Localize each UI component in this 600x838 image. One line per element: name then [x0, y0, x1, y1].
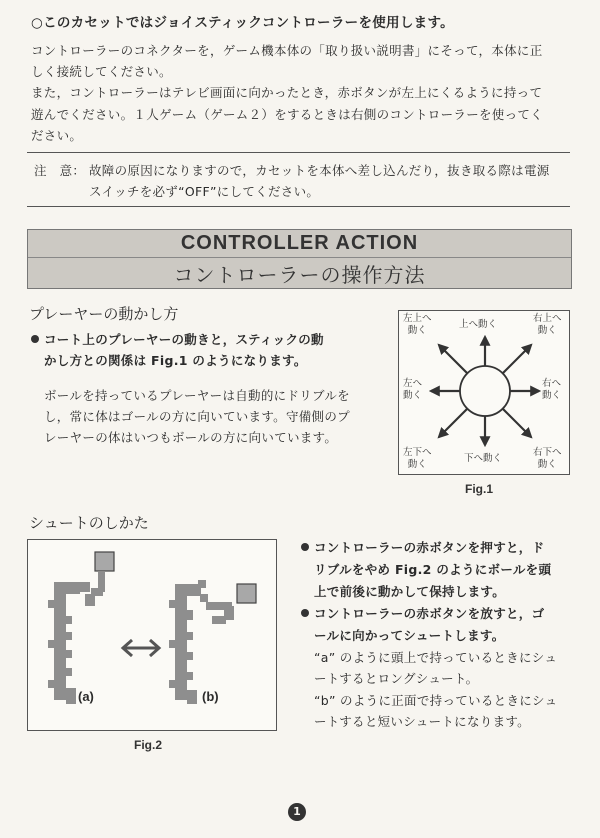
shoot-b-line-1: “b” のように正面で持っているときにシュ — [314, 693, 558, 708]
arrow-up-right — [503, 345, 531, 373]
arrow-down-left — [439, 409, 467, 437]
intro-line-3: また，コントローラーはテレビ画面に向かったとき，赤ボタンが左上にくるように持って — [31, 85, 543, 100]
player-section-heading: プレーヤーの動かし方 — [29, 305, 179, 323]
intro-line-5: ださい。 — [31, 128, 83, 143]
stick-center-circle — [460, 366, 510, 416]
player-b — [169, 580, 234, 704]
caution-top-rule — [27, 152, 570, 153]
arrow-up-left — [439, 345, 467, 373]
fig2-label-a: (a) — [78, 689, 94, 704]
fig1-caption: Fig.1 — [465, 482, 494, 496]
shoot-bullet1-line-3: 上で前後に動かして保持します。 — [314, 584, 506, 599]
fig2-diagram — [27, 539, 277, 731]
page-number: 1 — [288, 803, 306, 821]
intro-line-1: コントローラーのコネクターを，ゲーム機本体の「取り扱い説明書」にそって，本体に正 — [31, 43, 543, 58]
label-left: 左へ 動く — [403, 378, 423, 401]
label-down-left: 左下へ 動く — [403, 447, 432, 470]
shoot-bullet1-line-2: リブルをやめ Fig.2 のようにボールを頭 — [314, 562, 552, 577]
fig1-diagram — [398, 310, 570, 475]
bullet-icon — [301, 543, 309, 551]
shoot-bullet1-line-1: コントローラーの赤ボタンを押すと，ド — [301, 537, 544, 558]
player-bullet-line-2: かし方との関係は Fig.1 のようになります。 — [44, 353, 307, 368]
label-right: 右へ 動く — [542, 378, 562, 401]
shoot-section-heading: シュートのしかた — [29, 514, 149, 532]
arrow-down-right — [503, 409, 531, 437]
caution-line-2: スイッチを必ず“OFF”にしてください。 — [89, 184, 320, 199]
banner-divider — [28, 257, 571, 258]
shoot-bullet2-line-2: ールに向かってシュートします。 — [314, 628, 505, 643]
bullet-icon — [31, 335, 39, 343]
player-bullet-line-1: コート上のプレーヤーの動きと，スティックの動 — [31, 329, 324, 350]
shoot-b-line-2: ートすると短いシュートになります。 — [314, 714, 530, 729]
player-para-line-1: ボールを持っているプレーヤーは自動的にドリブルを — [44, 388, 350, 403]
label-up-right: 右上へ 動く — [533, 313, 562, 336]
banner-title-jp: コントローラーの操作方法 — [173, 263, 426, 287]
double-arrow — [123, 640, 159, 656]
caution-label: 注 意： — [34, 163, 86, 178]
player-para-line-3: レーヤーの体はいつもボールの方に向いています。 — [44, 430, 338, 445]
label-down: 下へ動く — [464, 453, 503, 464]
label-up: 上へ動く — [459, 319, 498, 330]
label-up-left: 左上へ 動く — [403, 313, 432, 336]
player-a — [48, 572, 105, 704]
ball-b — [237, 584, 256, 603]
shoot-a-line-1: “a” のように頭上で持っているときにシュ — [314, 650, 558, 665]
shoot-a-line-2: ートするとロングシュート。 — [314, 671, 479, 686]
section-banner — [27, 229, 572, 289]
player-para-line-2: し，常に体はゴールの方に向いています。守備側のプ — [44, 409, 350, 424]
ball-a — [95, 552, 114, 571]
fig2-caption: Fig.2 — [134, 738, 163, 752]
bullet-icon — [301, 609, 309, 617]
intro-line-2: しく接続してください。 — [31, 64, 172, 79]
intro-headline: ○このカセットではジョイスティックコントローラーを使用します。 — [31, 15, 454, 31]
banner-title-en: CONTROLLER ACTION — [180, 232, 419, 254]
shoot-bullet2-line-1: コントローラーの赤ボタンを放すと，ゴ — [301, 603, 544, 624]
label-down-right: 右下へ 動く — [533, 447, 562, 470]
fig2-label-b: (b) — [202, 689, 219, 704]
caution-bottom-rule — [27, 206, 570, 207]
fig2-graphic — [28, 540, 276, 730]
caution-line-1: 故障の原因になりますので，カセットを本体へ差し込んだり，抜き取る際は電源 — [89, 163, 550, 178]
intro-line-4: 遊んでください。１人ゲーム（ゲーム２）をするときは右側のコントローラーを使ってく — [31, 107, 544, 122]
